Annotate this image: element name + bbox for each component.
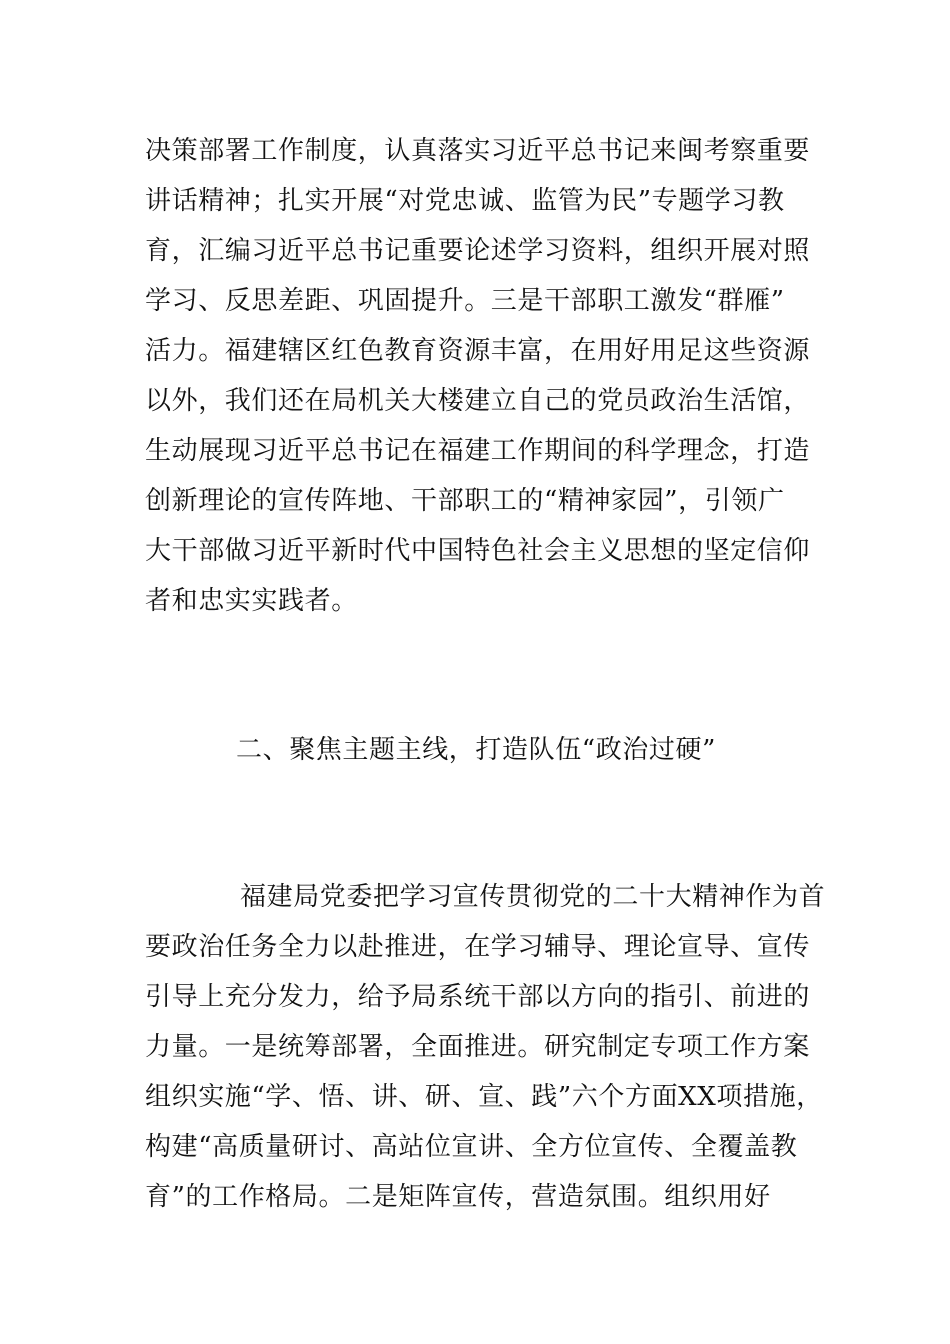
paragraph-line: 学习、反思差距、巩固提升。三是干部职工激发“群雁” [145, 286, 785, 316]
paragraph-line: 以外，我们还在局机关大楼建立自己的党员政治生活馆， [145, 386, 811, 416]
section-heading: 二、聚焦主题主线，打造队伍“政治过硬” [236, 735, 716, 765]
paragraph-line: 创新理论的宣传阵地、干部职工的“精神家园”，引领广 [145, 486, 785, 516]
paragraph-line: 引导上充分发力，给予局系统干部以方向的指引、前进的 [145, 982, 811, 1012]
paragraph-line: 育，汇编习近平总书记重要论述学习资料，组织开展对照 [145, 236, 811, 266]
paragraph-line: 育”的工作格局。二是矩阵宣传，营造氛围。组织用好 [145, 1182, 771, 1212]
paragraph-line: 构建“高质量研讨、高站位宣讲、全方位宣传、全覆盖教 [145, 1132, 798, 1162]
paragraph-line: 组织实施“学、悟、讲、研、宣、践”六个方面XX项措施， [145, 1082, 823, 1112]
paragraph-line: 要政治任务全力以赴推进，在学习辅导、理论宣导、宣传 [145, 932, 811, 962]
paragraph-line: 力量。一是统筹部署，全面推进。研究制定专项工作方案 [145, 1032, 811, 1062]
paragraph-line: 讲话精神；扎实开展“对党忠诚、监管为民”专题学习教 [145, 186, 785, 216]
paragraph-line: 福建局党委把学习宣传贯彻党的二十大精神作为首 [240, 882, 826, 912]
paragraph-line: 决策部署工作制度，认真落实习近平总书记来闽考察重要 [145, 136, 811, 166]
paragraph-line: 活力。福建辖区红色教育资源丰富，在用好用足这些资源 [145, 336, 811, 366]
paragraph-line: 大干部做习近平新时代中国特色社会主义思想的坚定信仰 [145, 536, 811, 566]
paragraph-line: 生动展现习近平总书记在福建工作期间的科学理念，打造 [145, 436, 811, 466]
paragraph-line: 者和忠实实践者。 [145, 586, 358, 616]
